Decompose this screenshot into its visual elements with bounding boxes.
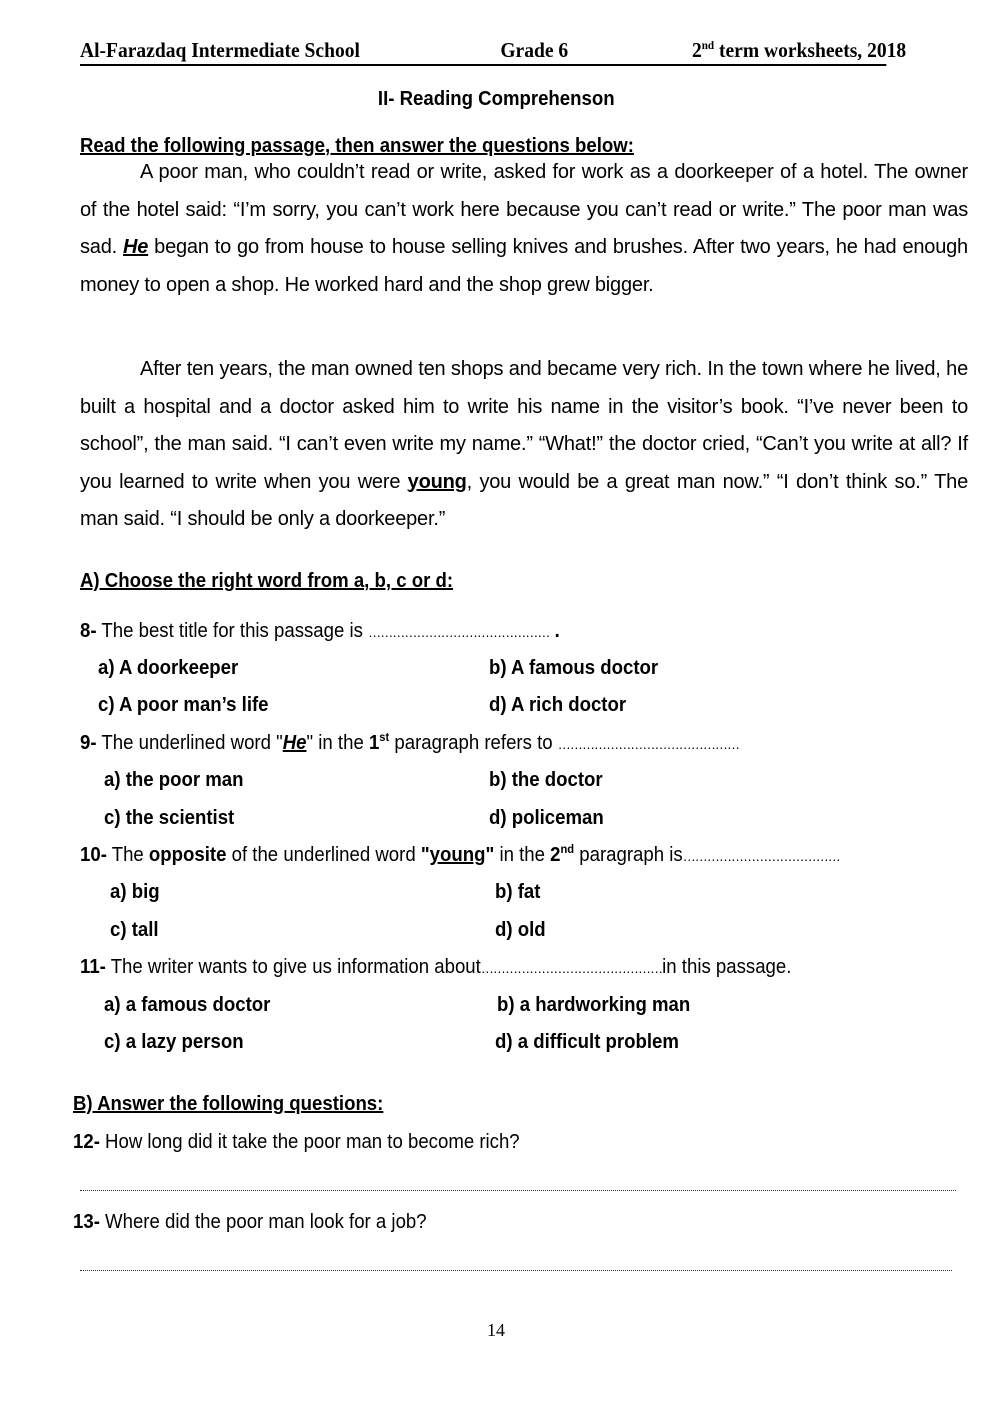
instruction: Read the following passage, then answer the questions below: <box>80 135 634 157</box>
section-b-heading: B) Answer the following questions: <box>73 1093 384 1115</box>
question-13: 13- Where did the poor man look for a job? <box>73 1211 427 1233</box>
q8-option-a[interactable]: a) A doorkeeper <box>98 657 239 679</box>
underlined-word-young: young <box>407 470 467 493</box>
q9-option-a[interactable]: a) the poor man <box>104 769 244 791</box>
q11-option-b[interactable]: b) a hardworking man <box>497 994 691 1016</box>
question-10: 10- The opposite of the underlined word "young" in the 2nd paragraph is………………………………… <box>80 842 840 866</box>
page-number: 14 <box>487 1320 505 1340</box>
answer-blank[interactable]: ………………………………… <box>682 848 840 864</box>
page-header <box>80 36 907 66</box>
q8-option-d[interactable]: d) A rich doctor <box>489 694 627 716</box>
q10-option-b[interactable]: b) fat <box>495 881 541 903</box>
passage-paragraph-2: After ten years, the man owned ten shops and became very rich. In the town where he lived, he built a hospital and a doctor asked him to write his name in the visitor’s book. “I’ve never been to school”, the man said. “I can’t even write my name.” “What!” the doctor cried, “Can’t you write at all? If you learned to write when you were young, you would be a great man now.” “I don’t think so.” The man said. “I should be only a doorkeeper.” <box>80 358 968 530</box>
q10-option-d[interactable]: d) old <box>495 919 546 941</box>
q11-option-a[interactable]: a) a famous doctor <box>104 994 271 1016</box>
q10-option-a[interactable]: a) big <box>110 881 160 903</box>
question-9: 9- The underlined word "He" in the 1st paragraph refers to ……………………………………… <box>80 730 740 754</box>
q11-option-d[interactable]: d) a difficult problem <box>495 1031 679 1053</box>
passage-paragraph-1: A poor man, who couldn’t read or write, asked for work as a doorkeeper of a hotel. The owner of the hotel said: “I’m sorry, you can’t work here because you can’t read or write.” The poor man was sad. He began to go from house to house selling knives and brushes. After two years, he had enough money to open a shop. He worked hard and the shop grew bigger. <box>80 161 968 296</box>
page-title: II- Reading Comprehenson <box>377 88 615 110</box>
q10-option-c[interactable]: c) tall <box>110 919 159 941</box>
answer-blank[interactable]: ……………………………………… <box>368 624 550 640</box>
q9-option-d[interactable]: d) policeman <box>489 807 604 829</box>
question-12: 12- How long did it take the poor man to become rich? <box>73 1131 520 1153</box>
answer-blank[interactable]: ……………………………………… <box>480 960 663 976</box>
q9-option-b[interactable]: b) the doctor <box>489 769 603 791</box>
question-8: 8- The best title for this passage is ……………………………………… . <box>80 620 560 642</box>
q8-option-c[interactable]: c) A poor man’s life <box>98 694 269 716</box>
q8-option-b[interactable]: b) A famous doctor <box>489 657 659 679</box>
term-label: 2nd term worksheets, 2018 <box>691 38 907 62</box>
q9-option-c[interactable]: c) the scientist <box>104 807 235 829</box>
underlined-word-he: He <box>123 236 149 258</box>
question-11: 11- The writer wants to give us information about………………………………………in this passage. <box>80 956 792 978</box>
school-name: Al-Farazdaq Intermediate School <box>80 38 360 62</box>
answer-line-13[interactable] <box>80 1270 952 1271</box>
answer-blank[interactable]: ……………………………………… <box>557 736 740 752</box>
answer-line-12[interactable] <box>80 1190 956 1191</box>
grade-label: Grade 6 <box>500 38 569 62</box>
q11-option-c[interactable]: c) a lazy person <box>104 1031 244 1053</box>
section-a-heading: A) Choose the right word from a, b, c or d: <box>80 570 454 592</box>
